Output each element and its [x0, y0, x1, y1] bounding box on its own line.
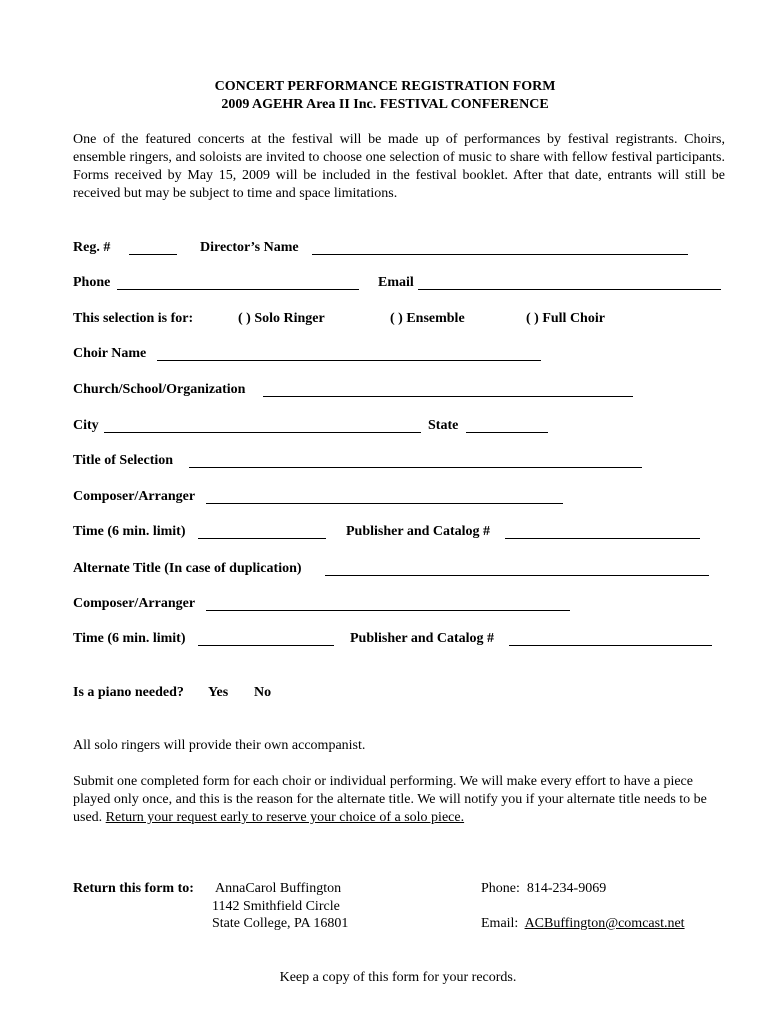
- submit-note-underlined: Return your request early to reserve your choice of a solo piece.: [105, 810, 465, 825]
- title-selection-label: Title of Selection: [73, 453, 174, 468]
- form-title: CONCERT PERFORMANCE REGISTRATION FORM: [214, 79, 556, 94]
- return-email: [481, 916, 685, 932]
- reg-label: Reg. #: [73, 240, 111, 255]
- phone-input-line[interactable]: [117, 289, 359, 290]
- piano-no-option[interactable]: No: [254, 685, 272, 700]
- submit-note-text: Submit one completed form for each choir or individual performing. We will make every effort to have a piece played only once, and this is the reason for the alternate title. We will notify you if your alternate title needs to be used.: [73, 774, 707, 825]
- composer-input-line-1[interactable]: [206, 503, 563, 504]
- time-input-line-2[interactable]: [198, 645, 334, 646]
- option-full-choir[interactable]: ( ) Full Choir: [526, 311, 605, 326]
- piano-yes-option[interactable]: Yes: [208, 685, 229, 700]
- organization-label: Church/School/Organization: [73, 382, 246, 397]
- email-input-line[interactable]: [418, 289, 721, 290]
- publisher-input-line-1[interactable]: [505, 538, 700, 539]
- choir-name-label: Choir Name: [73, 346, 147, 361]
- return-city: State College, PA 16801: [212, 916, 349, 931]
- director-label: Director’s Name: [200, 240, 299, 255]
- time-label-2: Time (6 min. limit): [73, 631, 186, 646]
- return-phone: [481, 881, 606, 897]
- return-label: Return this form to:: [73, 881, 194, 896]
- email-link[interactable]: ACBuffington@comcast.net: [524, 916, 685, 931]
- return-name: AnnaCarol Buffington: [215, 881, 342, 896]
- phone-label: Phone: [73, 275, 111, 290]
- time-input-line-1[interactable]: [198, 538, 326, 539]
- intro-paragraph: One of the featured concerts at the festival will be made up of performances by festival registrants. Choirs, ensemble ringers, and soloists are invited to choose one selection of music to share with fellow festival participants. Forms received by May 15, 2009 will be included in the festival booklet. After that date, entrants will still be received but may be subject to time and space limitations.: [73, 132, 725, 201]
- email-prefix: Email:: [481, 916, 519, 931]
- organization-input-line[interactable]: [263, 396, 633, 397]
- state-input-line[interactable]: [466, 432, 548, 433]
- option-solo-ringer[interactable]: ( ) Solo Ringer: [238, 311, 325, 326]
- email-label: Email: [378, 275, 414, 290]
- alternate-title-label: Alternate Title (In case of duplication): [73, 561, 302, 576]
- return-street: 1142 Smithfield Circle: [212, 899, 340, 914]
- piano-question: Is a piano needed?: [73, 685, 184, 700]
- city-input-line[interactable]: [104, 432, 421, 433]
- reg-input-line[interactable]: [129, 254, 177, 255]
- option-ensemble[interactable]: ( ) Ensemble: [390, 311, 465, 326]
- director-input-line[interactable]: [312, 254, 688, 255]
- publisher-label-1: Publisher and Catalog #: [346, 524, 491, 539]
- composer-label-1: Composer/Arranger: [73, 489, 196, 504]
- title-selection-input-line[interactable]: [189, 467, 642, 468]
- time-label-1: Time (6 min. limit): [73, 524, 186, 539]
- footer-note: Keep a copy of this form for your records.: [279, 970, 517, 985]
- phone-number: 814-234-9069: [526, 881, 607, 896]
- city-label: City: [73, 418, 99, 433]
- composer-label-2: Composer/Arranger: [73, 596, 196, 611]
- submit-note: [73, 773, 723, 827]
- alternate-title-input-line[interactable]: [325, 575, 709, 576]
- form-subtitle: 2009 AGEHR Area II Inc. FESTIVAL CONFERENCE: [221, 97, 549, 112]
- phone-prefix: Phone:: [481, 881, 520, 896]
- accompanist-note: All solo ringers will provide their own accompanist.: [73, 738, 366, 753]
- state-label: State: [428, 418, 459, 433]
- selection-for-label: This selection is for:: [73, 311, 194, 326]
- publisher-input-line-2[interactable]: [509, 645, 712, 646]
- publisher-label-2: Publisher and Catalog #: [350, 631, 495, 646]
- composer-input-line-2[interactable]: [206, 610, 570, 611]
- choir-name-input-line[interactable]: [157, 360, 541, 361]
